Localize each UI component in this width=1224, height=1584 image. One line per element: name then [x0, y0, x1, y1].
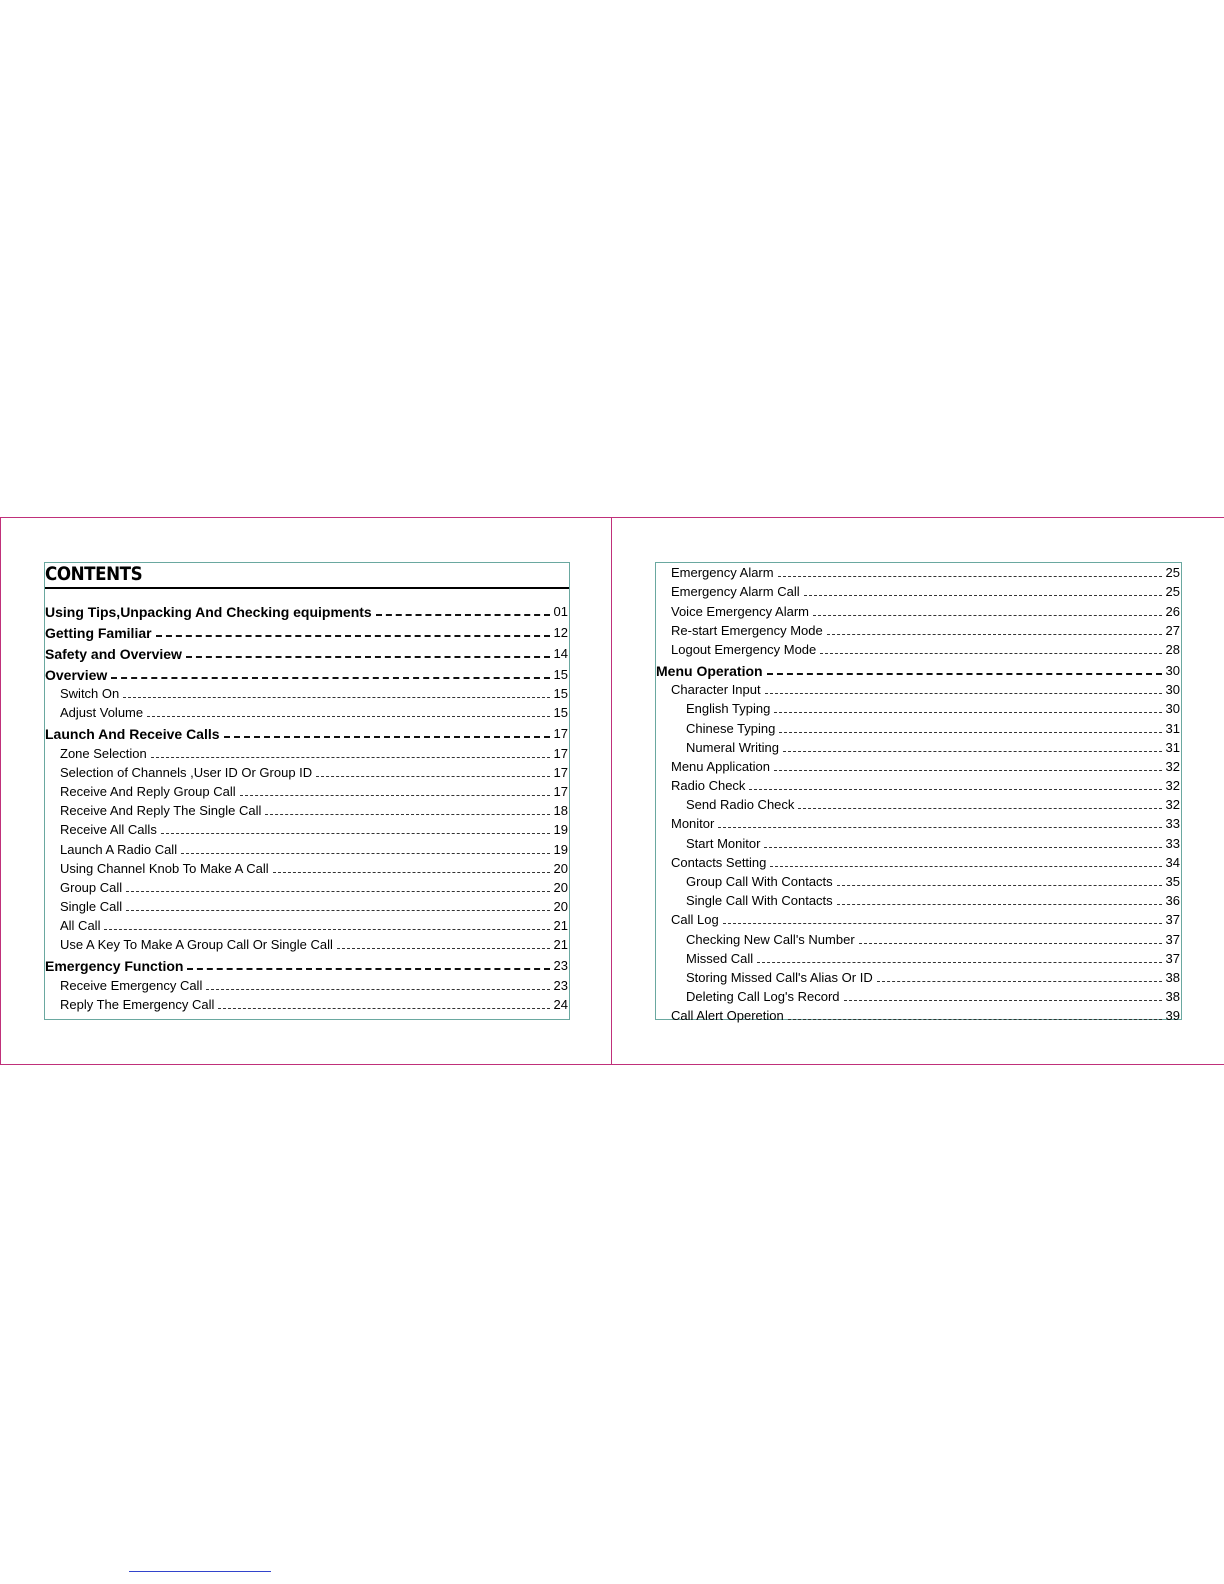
toc-entry-page-number: 30	[1165, 701, 1180, 717]
dot-leader	[788, 1019, 1162, 1020]
toc-entry[interactable]	[45, 742, 569, 761]
toc-entry-page-number: 17	[553, 764, 568, 780]
toc-entry-page-number: 33	[1165, 835, 1180, 851]
toc-entry-page-number: 15	[553, 705, 568, 721]
toc-entry[interactable]	[45, 620, 569, 641]
toc-entry[interactable]	[656, 909, 1181, 928]
toc-entry[interactable]	[45, 721, 569, 742]
toc-entry-label: Numeral Writing	[686, 739, 779, 755]
dot-leader	[161, 833, 550, 834]
toc-entry-page-number: 25	[1165, 565, 1180, 581]
toc-entry-label: Group Call With Contacts	[686, 874, 833, 889]
toc-entry-page-number: 32	[1165, 778, 1180, 794]
dot-leader	[126, 891, 549, 892]
dot-leader	[844, 1000, 1162, 1001]
toc-entry-label: Receive And Reply Group Call	[60, 783, 236, 799]
toc-entry-page-number: 25	[1165, 584, 1180, 600]
toc-entry[interactable]	[656, 600, 1181, 619]
toc-entry-label: Safety and Overview	[45, 646, 182, 662]
dot-leader	[765, 693, 1162, 694]
toc-entry[interactable]	[45, 953, 569, 974]
contents-heading-text: CONTENTS	[45, 563, 143, 585]
toc-entry-page-number: 17	[553, 745, 568, 761]
dot-leader	[111, 677, 549, 679]
dot-leader	[827, 634, 1162, 635]
dot-leader	[770, 866, 1161, 867]
dot-leader	[798, 808, 1161, 809]
dot-leader	[757, 962, 1161, 963]
toc-entry[interactable]	[656, 639, 1181, 658]
toc-entry[interactable]	[656, 737, 1181, 756]
dot-leader	[187, 968, 549, 970]
toc-entry[interactable]	[45, 877, 569, 896]
dot-leader	[859, 943, 1162, 944]
toc-entry[interactable]	[656, 890, 1181, 909]
dot-leader	[837, 904, 1162, 905]
toc-entry[interactable]	[656, 832, 1181, 851]
toc-entry-label: Start Monitor	[686, 835, 761, 851]
toc-entry-label: Single Call	[60, 899, 123, 915]
toc-entry-label: Call Log	[671, 912, 719, 928]
toc-entry-label: Storing Missed Call's Alias Or ID	[686, 969, 873, 985]
toc-entry-label: All Call	[60, 918, 101, 934]
toc-entry-label: Single Call With Contacts	[686, 893, 833, 909]
toc-entry[interactable]	[656, 756, 1181, 775]
dot-leader	[376, 614, 550, 616]
toc-entry-page-number: 35	[1165, 874, 1180, 889]
toc-entry-label: Menu Application	[671, 758, 771, 774]
toc-entry-label: Contacts Setting	[671, 854, 767, 870]
dot-leader	[778, 576, 1162, 577]
toc-entry-page-number: 36	[1165, 893, 1180, 909]
toc-entry-page-number: 20	[553, 860, 568, 876]
toc-entry[interactable]	[656, 967, 1181, 986]
toc-entry-label: Deleting Call Log's Record	[686, 989, 840, 1005]
dot-leader	[273, 872, 550, 873]
toc-entry-page-number: 14	[553, 646, 568, 661]
toc-entry[interactable]	[656, 871, 1181, 890]
dot-leader	[804, 595, 1162, 596]
dot-leader	[337, 948, 550, 949]
dot-leader	[104, 929, 549, 930]
toc-entry[interactable]	[656, 1005, 1181, 1024]
toc-entry-page-number: 19	[553, 841, 568, 857]
dot-leader	[813, 615, 1162, 616]
toc-entry-page-number: 30	[1165, 662, 1180, 678]
page-divider	[611, 518, 612, 1064]
toc-entry-label: English Typing	[686, 701, 771, 717]
toc-entry-label: Selection of Channels ,User ID Or Group ID	[60, 764, 313, 780]
dot-leader	[147, 716, 549, 717]
dot-leader	[764, 847, 1161, 848]
toc-entry-label: Receive And Reply The Single Call	[60, 803, 262, 819]
dot-leader	[774, 712, 1161, 713]
toc-entry-label: Using Channel Knob To Make A Call	[60, 860, 269, 876]
toc-entry-page-number: 30	[1165, 682, 1180, 698]
toc-entry-page-number: 27	[1165, 622, 1180, 638]
toc-entry-label: Reply The Emergency Call	[60, 996, 215, 1012]
toc-entry-page-number: 18	[553, 803, 568, 819]
toc-entry[interactable]	[45, 599, 569, 620]
dot-leader	[186, 656, 550, 658]
dot-leader	[181, 853, 549, 854]
toc-entry-page-number: 31	[1165, 720, 1180, 736]
dot-leader	[783, 751, 1162, 752]
toc-entry-page-number: 17	[553, 783, 568, 799]
toc-entry[interactable]	[45, 800, 569, 819]
toc-entry[interactable]	[656, 717, 1181, 736]
toc-entry-page-number: 34	[1165, 854, 1180, 870]
toc-entry-label: Re-start Emergency Mode	[671, 622, 823, 638]
toc-entry-label: Receive All Calls	[60, 822, 157, 838]
dot-leader	[718, 827, 1161, 828]
toc-entry[interactable]	[45, 641, 569, 662]
toc-entry[interactable]	[45, 896, 569, 915]
toc-entry-label: Emergency Alarm	[671, 565, 774, 581]
toc-entry-page-number: 19	[553, 822, 568, 838]
toc-entry-page-number: 21	[553, 937, 568, 953]
toc-entry[interactable]	[45, 915, 569, 934]
toc-entry-page-number: 15	[553, 667, 568, 682]
toc-entry[interactable]	[656, 928, 1181, 947]
toc-entry-page-number: 32	[1165, 758, 1180, 774]
toc-entry-label: Using Tips,Unpacking And Checking equipments	[45, 604, 372, 620]
toc-entry[interactable]	[656, 986, 1181, 1005]
toc-entry-page-number: 23	[553, 977, 568, 993]
dot-leader	[156, 635, 550, 637]
toc-entry-label: Call Alert Operetion	[671, 1008, 784, 1024]
toc-entry-page-number: 32	[1165, 797, 1180, 813]
toc-entry[interactable]	[45, 819, 569, 838]
dot-leader	[820, 653, 1161, 654]
dot-leader	[749, 789, 1161, 790]
toc-entry-label: Overview	[45, 667, 108, 683]
toc-entry[interactable]	[656, 562, 1181, 581]
toc-entry-page-number: 20	[553, 879, 568, 895]
page-border	[0, 518, 1, 1064]
dot-leader	[767, 673, 1162, 675]
toc-entry-page-number: 26	[1165, 603, 1180, 619]
toc-entry[interactable]	[656, 698, 1181, 717]
toc-list-left	[45, 599, 569, 1013]
toc-entry[interactable]	[45, 838, 569, 857]
dot-leader	[774, 770, 1162, 771]
toc-entry[interactable]	[45, 702, 569, 721]
toc-entry[interactable]	[45, 994, 569, 1013]
toc-entry-page-number: 37	[1165, 912, 1180, 928]
dot-leader	[265, 814, 549, 815]
toc-entry-page-number: 15	[553, 686, 568, 702]
toc-entry-label: Group Call	[60, 879, 123, 895]
toc-entry[interactable]	[656, 948, 1181, 967]
toc-entry-page-number: 33	[1165, 816, 1180, 832]
toc-entry-label: Send Radio Check	[686, 797, 795, 813]
toc-entry-label: Chinese Typing	[686, 720, 776, 736]
left-page-panel	[44, 562, 570, 1020]
toc-entry-label: Getting Familiar	[45, 625, 152, 641]
toc-entry[interactable]	[656, 679, 1181, 698]
toc-entry-page-number: 31	[1165, 739, 1180, 755]
toc-entry-label: Voice Emergency Alarm	[671, 603, 810, 619]
toc-entry[interactable]	[45, 683, 569, 702]
toc-entry[interactable]	[656, 794, 1181, 813]
toc-entry-page-number: 38	[1165, 989, 1180, 1005]
toc-entry-label: Switch On	[60, 686, 120, 702]
contents-heading	[45, 563, 569, 589]
toc-list-right	[656, 562, 1181, 1024]
toc-entry[interactable]	[45, 762, 569, 781]
toc-entry-page-number: 37	[1165, 931, 1180, 947]
dot-leader	[240, 795, 550, 796]
toc-entry-label: Adjust Volume	[60, 705, 144, 721]
toc-entry-label: Emergency Alarm Call	[671, 584, 800, 600]
toc-entry[interactable]	[656, 852, 1181, 871]
toc-entry-label: Menu Operation	[656, 662, 763, 679]
toc-entry[interactable]	[656, 775, 1181, 794]
dot-leader	[877, 981, 1162, 982]
toc-entry-page-number: 17	[553, 726, 568, 742]
footer-rule	[129, 1571, 271, 1572]
right-page-panel	[655, 562, 1182, 1024]
book-spread	[0, 517, 1224, 1065]
dot-leader	[151, 757, 550, 758]
toc-entry-label: Launch A Radio Call	[60, 841, 178, 857]
toc-entry-page-number: 01	[553, 604, 568, 619]
toc-entry[interactable]	[45, 858, 569, 877]
toc-entry[interactable]	[45, 662, 569, 683]
toc-entry-page-number: 12	[553, 625, 568, 640]
toc-entry-label: Zone Selection	[60, 745, 147, 761]
toc-entry[interactable]	[656, 581, 1181, 600]
toc-entry-label: Receive Emergency Call	[60, 977, 203, 993]
toc-entry[interactable]	[656, 620, 1181, 639]
toc-entry-label: Character Input	[671, 682, 761, 698]
toc-entry-page-number: 23	[553, 958, 568, 974]
dot-leader	[837, 885, 1162, 886]
toc-entry-page-number: 21	[553, 918, 568, 934]
dot-leader	[123, 697, 549, 698]
dot-leader	[206, 989, 549, 990]
toc-entry-label: Checking New Call's Number	[686, 931, 855, 947]
toc-entry-page-number: 20	[553, 899, 568, 915]
dot-leader	[316, 776, 549, 777]
toc-entry-label: Logout Emergency Mode	[671, 641, 817, 657]
toc-entry[interactable]	[45, 934, 569, 953]
toc-entry-page-number: 39	[1165, 1008, 1180, 1024]
dot-leader	[126, 910, 549, 911]
toc-entry-label: Emergency Function	[45, 958, 184, 975]
toc-entry[interactable]	[45, 974, 569, 993]
dot-leader	[224, 736, 550, 738]
dot-leader	[779, 732, 1161, 733]
toc-entry-label: Monitor	[671, 816, 715, 832]
dot-leader	[723, 923, 1162, 924]
toc-entry-page-number: 38	[1165, 969, 1180, 985]
toc-entry-page-number: 28	[1165, 641, 1180, 657]
toc-entry-label: Launch And Receive Calls	[45, 726, 220, 743]
toc-entry[interactable]	[656, 658, 1181, 679]
toc-entry-label: Radio Check	[671, 778, 746, 794]
toc-entry[interactable]	[656, 813, 1181, 832]
toc-entry-label: Use A Key To Make A Group Call Or Single Call	[60, 937, 333, 953]
toc-entry[interactable]	[45, 781, 569, 800]
toc-entry-label: Missed Call	[686, 950, 754, 966]
dot-leader	[218, 1008, 549, 1009]
toc-entry-page-number: 24	[553, 996, 568, 1012]
toc-entry-page-number: 37	[1165, 950, 1180, 966]
